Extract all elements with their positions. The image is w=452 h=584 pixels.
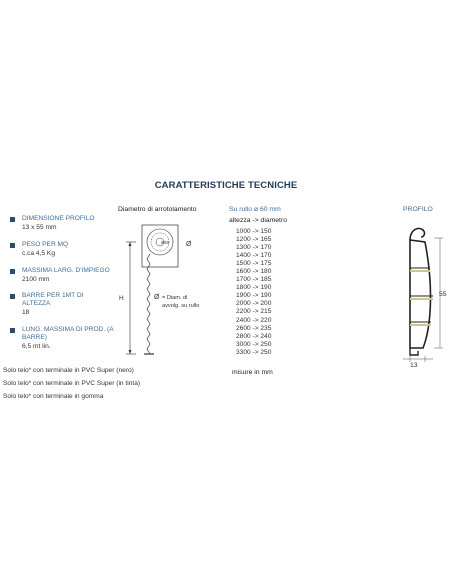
- bullet-icon: [10, 217, 15, 222]
- bullet-icon: [10, 294, 15, 299]
- spec-value: 2100 mm: [22, 276, 50, 283]
- profile-body: [410, 240, 431, 348]
- roll-table-subtitle: altezza -> diametro: [229, 217, 287, 224]
- list-item: 1300 -> 170: [236, 244, 272, 252]
- roller-label: Ø60: [161, 240, 169, 245]
- roll-table-title: Su rullo ø 60 mm: [229, 206, 281, 213]
- profile-cross-section: [388, 218, 452, 368]
- list-item: 1600 -> 180: [236, 268, 272, 276]
- profile-bottom-hook: [410, 348, 418, 355]
- shutter-curtain: [147, 254, 150, 354]
- spec-label: MASSIMA LARG. D'IMPIEGO: [22, 267, 110, 274]
- measure-units-note: misure in mm: [232, 369, 273, 376]
- spec-label: BARRE PER 1MT DI ALTEZZA: [22, 292, 84, 307]
- list-item: 2000 -> 200: [236, 300, 272, 308]
- list-item: 1200 -> 165: [236, 236, 272, 244]
- profile-top-hook: [410, 228, 424, 240]
- legend-diameter-symbol: Ø: [154, 294, 160, 301]
- list-item: 2400 -> 220: [236, 316, 272, 324]
- list-item: 3000 -> 250: [236, 340, 272, 348]
- list-item: 1700 -> 185: [236, 276, 272, 284]
- diameter-symbol: Ø: [186, 241, 192, 248]
- roll-table-rows: [236, 228, 271, 357]
- profile-title: PROFILO: [403, 206, 433, 213]
- page-title: CARATTERISTICHE TECNICHE: [154, 180, 298, 191]
- spec-value: 6,5 mt lin.: [22, 343, 51, 350]
- list-item: 3300 -> 250: [236, 348, 272, 356]
- legend-line-2: avvolg. su rullo: [162, 303, 200, 309]
- list-item: 1900 -> 190: [236, 292, 272, 300]
- list-item: 2600 -> 235: [236, 324, 272, 332]
- spec-item-max-length: [10, 326, 122, 351]
- profile-height-label: 55: [439, 291, 447, 298]
- profile-width-label: 13: [410, 362, 418, 368]
- bullet-icon: [10, 328, 15, 333]
- list-item: 1500 -> 175: [236, 260, 272, 268]
- list-item: 1800 -> 190: [236, 284, 272, 292]
- spec-value: 13 x 55 mm: [22, 224, 57, 231]
- note-line: Solo telo* con terminale in gomma: [3, 393, 104, 400]
- spec-label: DIMENSIONE PROFILO: [22, 215, 95, 222]
- bullet-icon: [10, 269, 15, 274]
- note-line: Solo telo* con terminale in PVC Super (in tinta): [3, 380, 141, 387]
- h-label: H: [119, 295, 124, 302]
- list-item: 2200 -> 215: [236, 308, 272, 316]
- spec-item-bars-per-meter: [10, 292, 102, 317]
- list-item: 1000 -> 150: [236, 228, 272, 235]
- spec-value: c.ca 4,5 Kg: [22, 250, 55, 257]
- list-item: 2800 -> 240: [236, 332, 272, 340]
- bullet-icon: [10, 243, 15, 248]
- spec-value: 18: [22, 309, 30, 316]
- spec-label: LUNG. MASSIMA DI PROD. (A BARRE): [22, 326, 114, 341]
- note-line: Solo telo* con terminale in PVC Super (nero): [3, 367, 134, 374]
- list-item: 1400 -> 170: [236, 252, 272, 260]
- roll-diameter-diagram: [114, 214, 226, 360]
- diagram-title: Diametro di arrotolamento: [118, 206, 197, 213]
- spec-label: PESO PER MQ: [22, 241, 69, 248]
- legend-line-1: = Diam. di: [162, 295, 188, 301]
